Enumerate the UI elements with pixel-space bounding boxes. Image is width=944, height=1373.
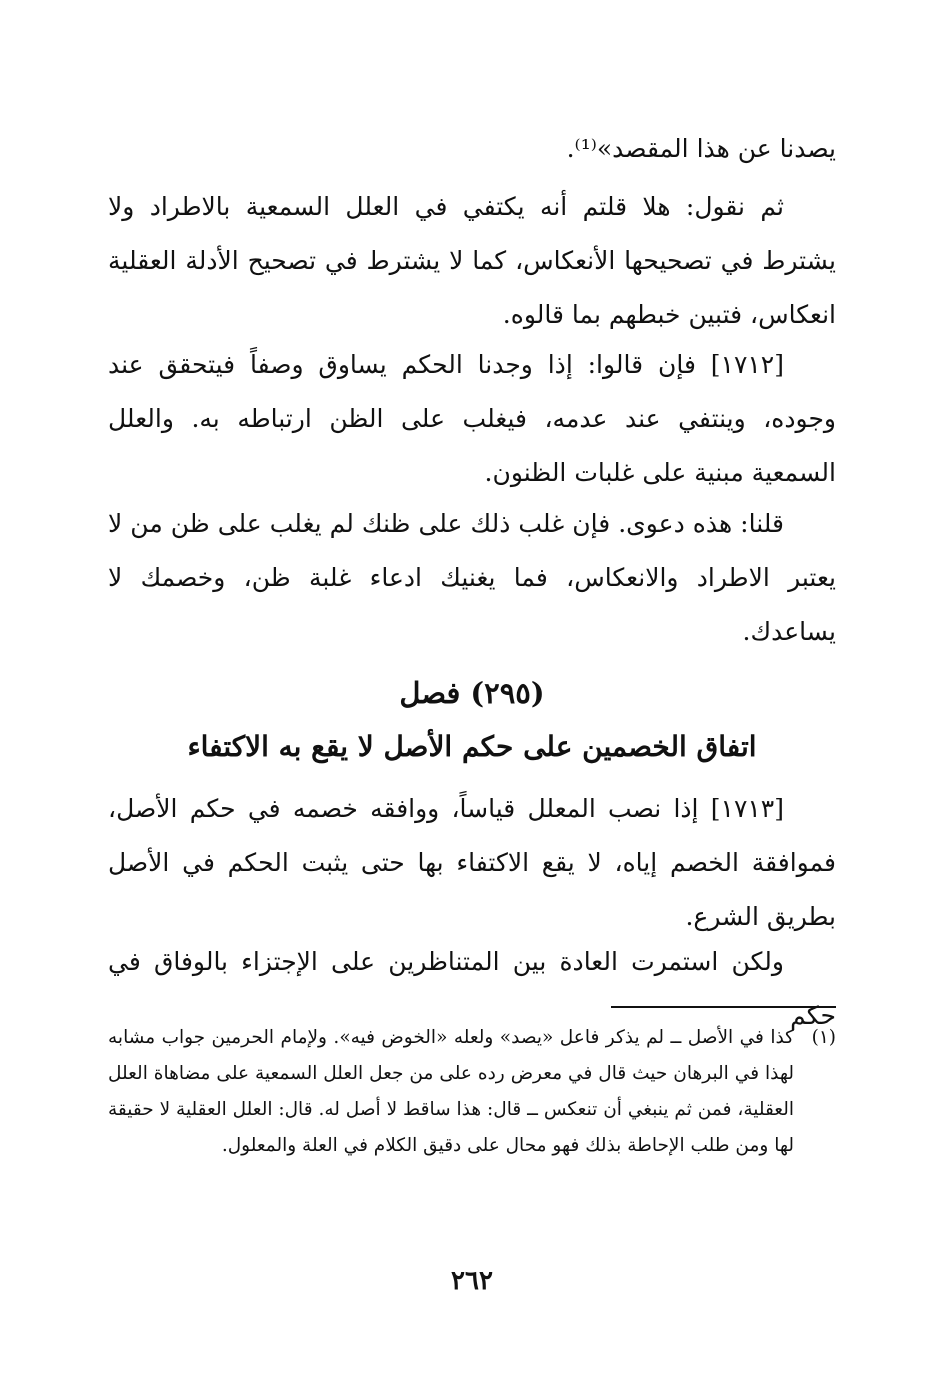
footnote xyxy=(108,1020,836,1164)
section-number-heading: (٢٩٥) فصل xyxy=(399,676,545,710)
footnote-divider xyxy=(611,1006,836,1008)
section-title-heading: اتفاق الخصمين على حكم الأصل لا يقع به الاكتفاء xyxy=(187,730,757,763)
paragraph-2: ثم نقول: هلا قلتم أنه يكتفي في العلل السمعية بالاطراد ولا يشترط في تصحيحها الأنعكاس، كما لا يشترط في تصحيح الأدلة العقلية انعكاس، فتبين خبطهم بما قالوه. xyxy=(108,192,836,329)
paragraph-3: [١٧١٢] فإن قالوا: إذا وجدنا الحكم يساوق وصفاً فيتحقق عند وجوده، وينتفي عند عدمه، فيغلب على الظن ارتباطه به. والعلل السمعية مبنية على غلبات الظنون. xyxy=(108,350,836,487)
paragraph-1: يصدنا عن هذا المقصد»⁽¹⁾. xyxy=(566,134,836,163)
paragraph-4: قلنا: هذه دعوى. فإن غلب ذلك على ظنك لم يغلب على ظن من لا يعتبر الاطراد والانعكاس، فما يغنيك ادعاء غلبة ظن، وخصمك لا يساعدك. xyxy=(108,509,836,646)
page-number: ٢٦٢ xyxy=(451,1266,493,1296)
footnote-text: كذا في الأصل ــ لم يذكر فاعل «يصد» ولعله «الخوض فيه». ولإمام الحرمين جواب مشابه لهذا في البرهان حيث قال في معرض رده على من جعل العلل السمعية على مضاهاة العلل العقلية، فمن ثم ينبغي أن تنعكس ــ قال: هذا ساقط لا أصل له. قال: العلل العقلية لا حقيقة لها ومن طلب الإحاطة بذلك فهو محال على دقيق الكلام في العلة والمعلول. xyxy=(108,1027,794,1156)
footnote-marker: (١) xyxy=(811,1027,836,1048)
paragraph-5: [١٧١٣] إذا نصب المعلل قياساً، ووافقه خصمه في حكم الأصل، فموافقة الخصم إياه، لا يقع الاكتفاء بها حتى يثبت الحكم في الأصل بطريق الشرع. xyxy=(108,794,836,931)
paragraph-6: ولكن استمرت العادة بين المتناظرين على الإجتزاء بالوفاق في حكم xyxy=(108,947,836,1030)
